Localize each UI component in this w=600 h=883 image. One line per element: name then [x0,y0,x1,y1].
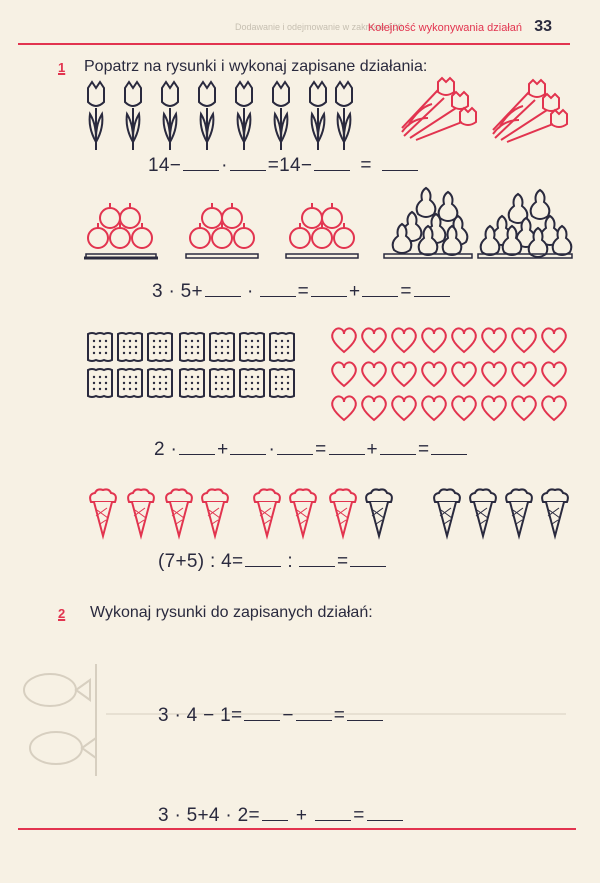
answer-blank[interactable] [362,280,398,297]
tulip-bouquet-icon [398,78,478,142]
answer-blank[interactable] [205,280,241,297]
eq-operator: + [217,439,229,460]
section-title: Kolejność wykonywania działań [367,22,522,34]
page-header [0,0,600,44]
task-2-number: 2 [58,606,66,621]
task-2-instruction: Wykonaj rysunki do zapisanych działań: [90,604,373,621]
answer-blank[interactable] [296,704,332,721]
page-number: 33 [534,18,552,35]
answer-blank[interactable] [414,280,450,297]
answer-blank[interactable] [382,154,418,171]
eq-operator: = [400,281,412,302]
eq-term: (7+5) : 4 [158,551,232,572]
answer-blank[interactable] [230,154,266,171]
task-2-equation-1 [158,704,385,727]
eq-operator: = [297,281,309,302]
eq-operator: = [248,805,260,826]
eq-operator: + [348,281,361,302]
answer-blank[interactable] [179,438,215,455]
eq-term: 3 · 5+4 · 2 [158,805,249,826]
eq-operator: = [417,439,430,460]
cookies-illustration [86,330,298,402]
answer-blank[interactable] [230,438,266,455]
answer-blank[interactable] [431,438,467,455]
tulip-bouquet-icon [488,80,570,144]
answer-blank[interactable] [350,550,386,567]
hearts-illustration [330,324,576,428]
answer-blank[interactable] [277,438,313,455]
task-1-equation-3 [154,438,469,461]
task-1-equation-2 [152,280,452,303]
eq-term: 14 [148,155,170,176]
answer-blank[interactable] [311,280,347,297]
eq-operator: + [366,439,378,460]
footer-rule [18,828,576,830]
eq-operator: = [333,705,346,726]
eq-operator: = [232,551,244,572]
eq-operator: − [282,705,294,726]
eq-operator: =14 [267,155,301,176]
answer-blank[interactable] [245,550,281,567]
eq-operator: · [246,281,254,302]
answer-blank[interactable] [244,704,280,721]
answer-blank[interactable] [380,438,416,455]
task-1-instruction: Popatrz na rysunki i wykonaj zapisane działania: [84,58,428,75]
eq-operator: · [221,155,228,176]
eq-operator: − [300,155,313,176]
eq-operator: = [230,705,243,726]
eq-term: 2 · [154,439,178,460]
answer-blank[interactable] [183,154,219,171]
task-2-equation-2 [158,804,405,827]
task-1-equation-4 [158,550,388,573]
answer-blank[interactable] [299,550,335,567]
answer-blank[interactable] [367,804,403,821]
eq-term: 3 · 4 − 1 [158,705,231,726]
answer-blank[interactable] [329,438,365,455]
answer-blank[interactable] [347,704,383,721]
task-1-equation-1 [148,154,420,177]
eq-term: 3 · 5 [152,281,192,302]
ice-creams-illustration [88,486,576,542]
header-rule [18,43,570,45]
answer-blank[interactable] [262,804,288,821]
answer-blank[interactable] [315,804,351,821]
eq-operator: = [315,439,327,460]
bleed-through-text: Dodawanie i odejmowanie w zakresie 100 [235,22,403,32]
tulips-illustration [82,80,352,156]
eq-operator: = [353,805,365,826]
eq-operator: = [337,551,349,572]
eq-operator: : [287,551,293,572]
answer-blank[interactable] [260,280,296,297]
eq-operator: = [360,155,372,176]
answer-blank[interactable] [314,154,350,171]
eq-operator: + [295,805,308,826]
fruit-plates-illustration [82,186,574,266]
eq-operator: · [268,439,276,460]
eq-operator: − [169,155,182,176]
eq-operator: + [191,281,203,302]
task-1-number: 1 [58,60,66,75]
